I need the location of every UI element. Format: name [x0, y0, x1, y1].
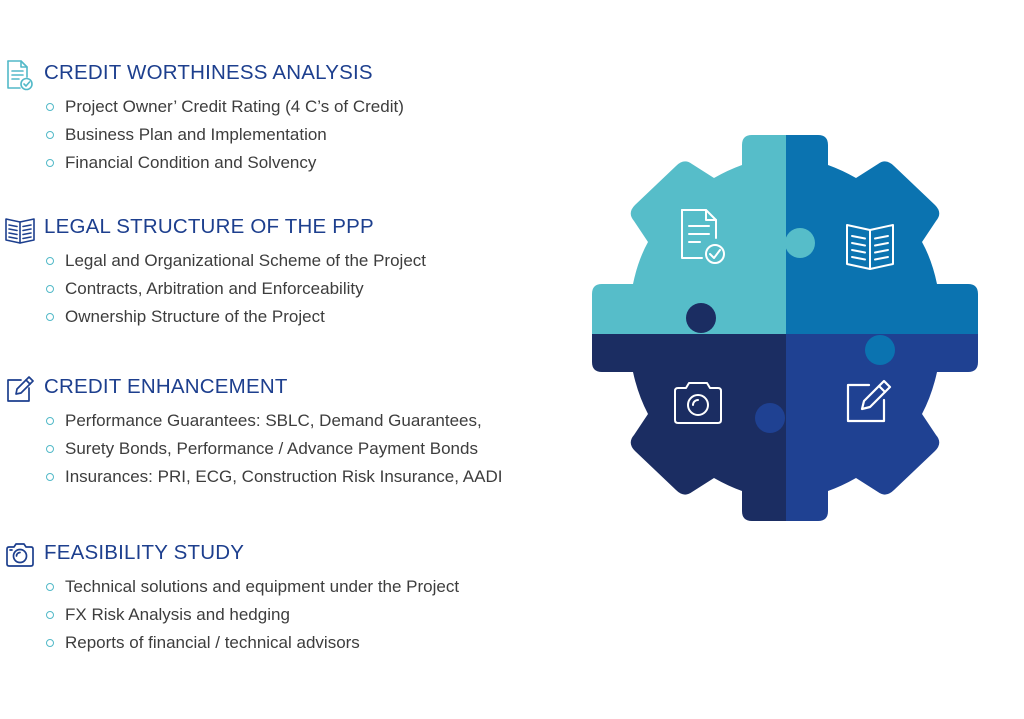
- section-header: [0, 373, 560, 409]
- puzzle-piece-bottom-right: [786, 334, 990, 530]
- bullet-icon: [46, 611, 54, 619]
- puzzle-knob-bottom: [755, 403, 785, 433]
- list-item: [46, 629, 459, 657]
- puzzle-piece-top-right: [786, 128, 990, 334]
- bullet-icon: [46, 583, 54, 591]
- bullet-list: [46, 407, 502, 491]
- list-item: [46, 303, 426, 331]
- section-title: LEGAL STRUCTURE OF THE PPP: [44, 215, 374, 238]
- section-header: [0, 213, 560, 249]
- list-item: [46, 247, 426, 275]
- list-item-text: FX Risk Analysis and hedging: [65, 605, 290, 624]
- bullet-icon: [46, 417, 54, 425]
- open-book-icon: [4, 213, 36, 245]
- bullet-icon: [46, 285, 54, 293]
- list-item: [46, 121, 404, 149]
- list-item: [46, 435, 502, 463]
- list-item: [46, 601, 459, 629]
- section-header: [0, 539, 560, 575]
- list-item-text: Business Plan and Implementation: [65, 125, 327, 144]
- bullet-list: [46, 93, 404, 177]
- bullet-icon: [46, 313, 54, 321]
- list-item-text: Insurances: PRI, ECG, Construction Risk Insurance, AADI: [65, 467, 503, 486]
- list-item-text: Project Owner’ Credit Rating (4 C’s of Credit): [65, 97, 404, 116]
- bullet-icon: [46, 159, 54, 167]
- list-item-text: Ownership Structure of the Project: [65, 307, 325, 326]
- bullet-icon: [46, 639, 54, 647]
- bullet-icon: [46, 131, 54, 139]
- list-item-text: Legal and Organizational Scheme of the Project: [65, 251, 427, 270]
- list-item: [46, 275, 426, 303]
- list-item: [46, 573, 459, 601]
- list-item: [46, 93, 404, 121]
- list-item: [46, 407, 502, 435]
- puzzle-gear-diagram: [580, 128, 990, 530]
- bullet-icon: [46, 445, 54, 453]
- bullet-list: [46, 573, 459, 657]
- puzzle-piece-bottom-left: [580, 334, 786, 530]
- camera-icon: [4, 539, 36, 571]
- section-title: FEASIBILITY STUDY: [44, 541, 245, 564]
- section-header: [0, 59, 560, 95]
- section-title: CREDIT WORTHINESS ANALYSIS: [44, 61, 373, 84]
- bullet-list: [46, 247, 426, 331]
- bullet-icon: [46, 473, 54, 481]
- edit-pencil-icon: [4, 373, 36, 405]
- list-item-text: Financial Condition and Solvency: [65, 153, 317, 172]
- puzzle-knob-top: [785, 228, 815, 258]
- list-item-text: Technical solutions and equipment under the Project: [65, 577, 460, 596]
- list-item-text: Surety Bonds, Performance / Advance Payment Bonds: [65, 439, 478, 458]
- puzzle-knob-right: [865, 335, 895, 365]
- bullet-icon: [46, 257, 54, 265]
- puzzle-knob-left: [686, 303, 716, 333]
- list-item: [46, 463, 502, 491]
- list-item-text: Contracts, Arbitration and Enforceability: [65, 279, 364, 298]
- list-item-text: Performance Guarantees: SBLC, Demand Guarantees,: [65, 411, 482, 430]
- list-item-text: Reports of financial / technical advisors: [65, 633, 360, 652]
- section-title: CREDIT ENHANCEMENT: [44, 375, 288, 398]
- list-item: [46, 149, 404, 177]
- document-check-icon: [4, 59, 36, 91]
- bullet-icon: [46, 103, 54, 111]
